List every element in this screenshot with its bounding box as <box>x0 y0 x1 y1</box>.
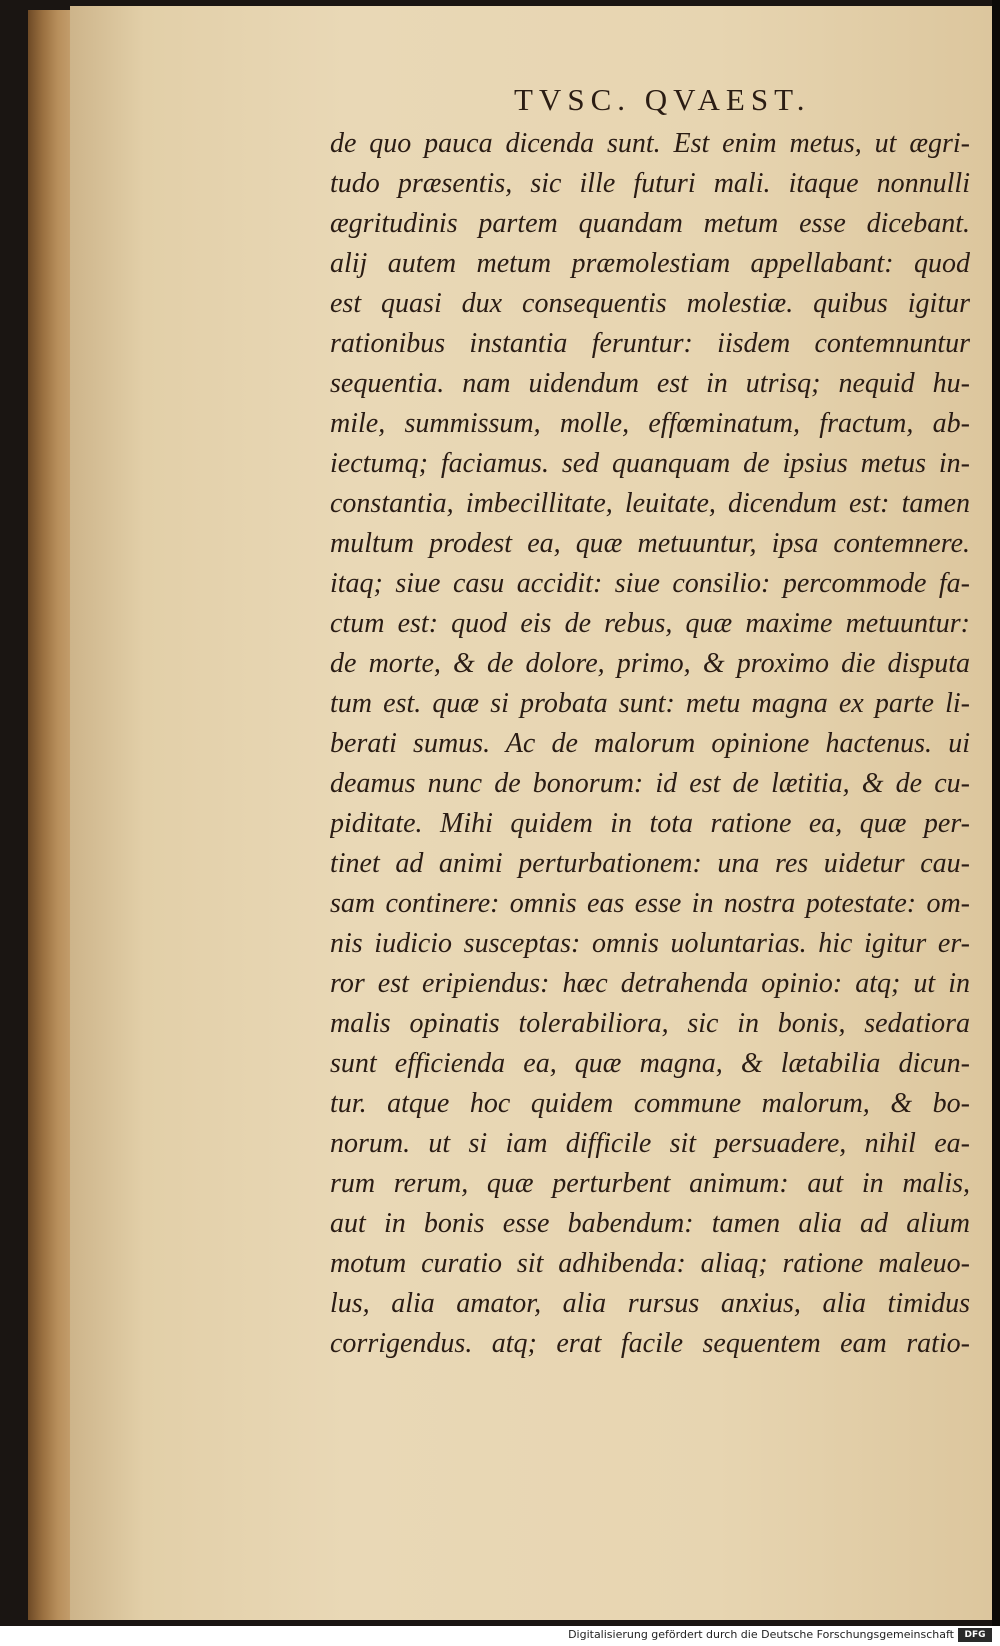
text-line: ctum est: quod eis de rebus, quæ maxime metuuntur: <box>330 608 970 639</box>
text-line: sequentia. nam uidendum est in utrisq; nequid hu- <box>330 368 970 399</box>
text-line: piditate. Mihi quidem in tota ratione ea, quæ per- <box>330 808 970 839</box>
text-line: sunt efficienda ea, quæ magna, & lætabilia dicun- <box>330 1048 970 1079</box>
text-line: tur. atque hoc quidem commune malorum, & bo- <box>330 1088 970 1119</box>
text-line: corrigendus. atq; erat facile sequentem eam ratio- <box>330 1328 970 1359</box>
text-line: de morte, & de dolore, primo, & proximo die disputa <box>330 648 970 679</box>
text-line: ror est eripiendus: hæc detrahenda opinio: atq; ut in <box>330 968 970 999</box>
text-line: sam continere: omnis eas esse in nostra potestate: om- <box>330 888 970 919</box>
text-line: tudo præsentis, sic ille futuri mali. itaque nonnulli <box>330 168 970 199</box>
running-title: TVSC. QVAEST. <box>514 82 811 117</box>
text-line: est quasi dux consequentis molestiæ. quibus igitur <box>330 288 970 319</box>
text-line: multum prodest ea, quæ metuuntur, ipsa contemnere. <box>330 528 970 559</box>
text-line: lus, alia amator, alia rursus anxius, alia timidus <box>330 1288 970 1319</box>
dfg-logo: DFG <box>958 1628 992 1642</box>
text-line: tinet ad animi perturbationem: una res uidetur cau- <box>330 848 970 879</box>
text-line: itaq; siue casu accidit: siue consilio: percommode fa- <box>330 568 970 599</box>
text-line: tum est. quæ si probata sunt: metu magna ex parte li- <box>330 688 970 719</box>
text-line: ægritudinis partem quandam metum esse dicebant. <box>330 208 970 239</box>
text-line: deamus nunc de bonorum: id est de lætitia, & de cu- <box>330 768 970 799</box>
text-line: rationibus instantia feruntur: iisdem contemnuntur <box>330 328 970 359</box>
text-line: rum rerum, quæ perturbent animum: aut in malis, <box>330 1168 970 1199</box>
text-line: norum. ut si iam difficile sit persuadere, nihil ea- <box>330 1128 970 1159</box>
text-line: iectumq; faciamus. sed quanquam de ipsius metus in- <box>330 448 970 479</box>
funding-credit: Digitalisierung gefördert durch die Deutsche Forschungsgemeinschaft <box>568 1628 954 1641</box>
text-line: mile, summissum, molle, effœminatum, fractum, ab- <box>330 408 970 439</box>
text-line: malis opinatis tolerabiliora, sic in bonis, sedatiora <box>330 1008 970 1039</box>
text-line: nis iudicio susceptas: omnis uoluntarias. hic igitur er- <box>330 928 970 959</box>
text-line: alij autem metum præmolestiam appellabant: quod <box>330 248 970 279</box>
scan-border <box>992 0 1000 1626</box>
text-line: motum curatio sit adhibenda: aliaq; ratione maleuo- <box>330 1248 970 1279</box>
footer-bar <box>0 1626 1000 1646</box>
page-body-text <box>330 124 970 1364</box>
text-line: constantia, imbecillitate, leuitate, dicendum est: tamen <box>330 488 970 519</box>
text-line: de quo pauca dicenda sunt. Est enim metus, ut ægri- <box>330 128 970 159</box>
text-line: aut in bonis esse babendum: tamen alia ad alium <box>330 1208 970 1239</box>
text-line: berati sumus. Ac de malorum opinione hactenus. ui <box>330 728 970 759</box>
